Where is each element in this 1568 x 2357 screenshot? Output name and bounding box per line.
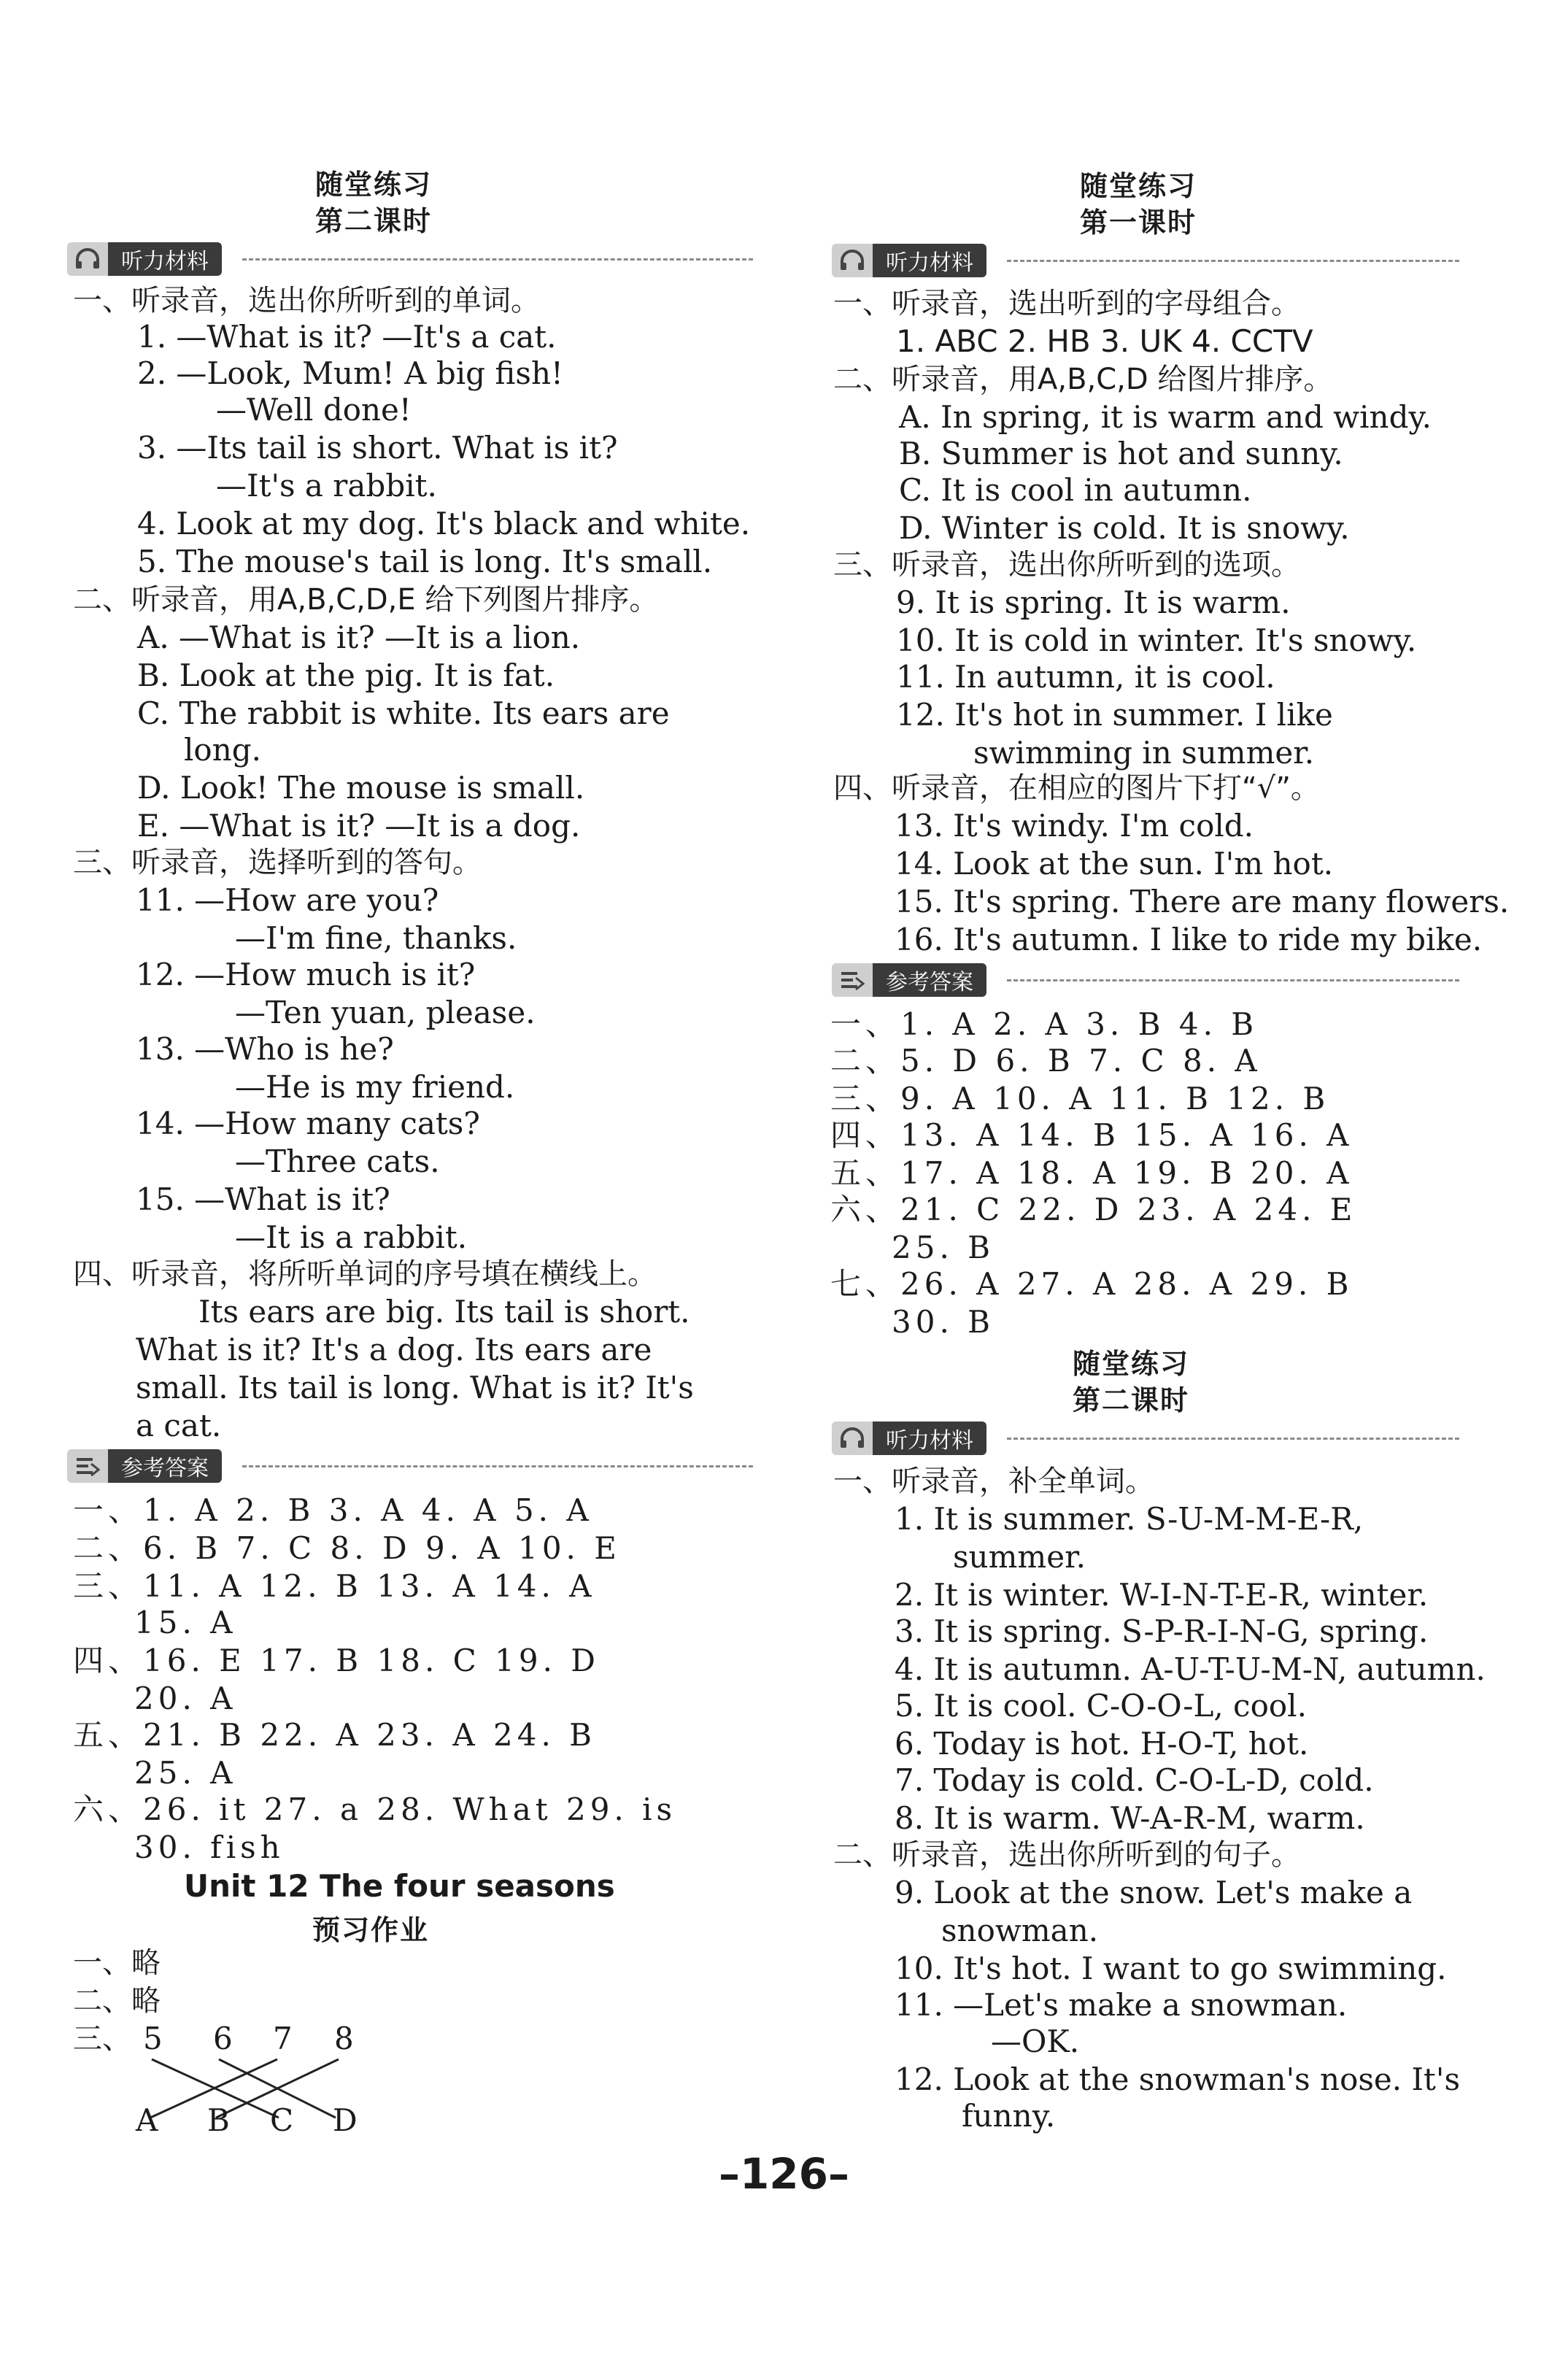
right-p2-line: —OK.: [991, 2024, 1080, 2059]
right-q3-head: 三、听录音，选出你所听到的选项。: [833, 548, 1300, 582]
right-answer-line: 30. B: [892, 1304, 995, 1340]
left-q2-line: D. Look! The mouse is small.: [137, 770, 585, 806]
left-answer-tag: [67, 1449, 222, 1483]
answer-list-icon: [832, 963, 873, 997]
right-q3-line: 9. It is spring. It is warm.: [896, 585, 1291, 620]
left-q3-line: —Ten yuan, please.: [235, 995, 536, 1030]
match-bottom-label: D: [333, 2102, 358, 2138]
left-q4-line: small. Its tail is long. What is it? It's: [136, 1370, 694, 1405]
left-q1-line: 2. —Look, Mum! A big fish!: [137, 355, 563, 391]
answer-tag-label: 参考答案: [108, 1449, 222, 1483]
right-listening-tag: [832, 244, 986, 277]
right-answer-line: 二、5. D 6. B 7. C 8. A: [830, 1043, 1262, 1079]
left-section-subtitle: 第二课时: [314, 205, 432, 237]
left-q2-line: B. Look at the pig. It is fat.: [137, 657, 555, 693]
right-q2-line: B. Summer is hot and sunny.: [899, 436, 1343, 471]
right-q4-line: 14. Look at the sun. I'm hot.: [895, 846, 1334, 882]
left-answer-line: 二、6. B 7. C 8. D 9. A 10. E: [73, 1530, 621, 1566]
right-section-subtitle-2: 第二课时: [1072, 1384, 1189, 1416]
right-section-subtitle: 第一课时: [1079, 207, 1197, 239]
preview-title: 预习作业: [312, 1914, 429, 1946]
headphones-icon: [67, 242, 108, 276]
left-q4-line: a cat.: [136, 1408, 222, 1443]
left-q2-head: 二、听录音，用A,B,C,D,E 给下列图片排序。: [73, 583, 659, 617]
left-answer-line: 一、1. A 2. B 3. A 4. A 5. A: [73, 1492, 593, 1528]
match-top-label: 7: [273, 2021, 293, 2056]
left-q1-head: 一、听录音，选出你所听到的单词。: [73, 284, 540, 317]
left-pre-line: 二、略: [73, 1984, 161, 2018]
left-q1-line: 4. Look at my dog. It's black and white.: [137, 506, 751, 541]
left-q1-line: —It's a rabbit.: [216, 468, 437, 504]
right-p1-line: 4. It is autumn. A-U-T-U-M-N, autumn.: [895, 1651, 1486, 1687]
right-p1-head: 一、听录音，补全单词。: [833, 1465, 1154, 1498]
match-bottom-label: B: [207, 2102, 230, 2138]
page-number: –126–: [718, 2149, 850, 2199]
left-q2-line: C. The rabbit is white. Its ears are: [137, 695, 670, 731]
right-p1-line: 1. It is summer. S-U-M-M-E-R,: [895, 1501, 1364, 1537]
headphones-icon: [832, 1421, 873, 1455]
left-answer-line: 25. A: [134, 1755, 237, 1791]
left-answer-line: 30. fish: [134, 1829, 285, 1865]
match-top-label: 5: [143, 2021, 163, 2056]
right-p2-line: 12. Look at the snowman's nose. It's: [895, 2061, 1461, 2097]
answer-tag-label: 参考答案: [873, 963, 986, 997]
left-answer-line: 20. A: [134, 1681, 237, 1716]
right-p1-line: 2. It is winter. W-I-N-T-E-R, winter.: [895, 1577, 1429, 1613]
left-answer-line: 六、26. it 27. a 28. What 29. is: [73, 1791, 677, 1827]
right-q4-line: 13. It's windy. I'm cold.: [895, 808, 1254, 844]
right-answer-line: 四、13. A 14. B 15. A 16. A: [830, 1117, 1353, 1153]
right-p1-line: 8. It is warm. W-A-R-M, warm.: [895, 1800, 1365, 1836]
right-section-title: 随堂练习: [1079, 170, 1197, 202]
left-q2-line: A. —What is it? —It is a lion.: [137, 620, 581, 655]
left-q3-line: —He is my friend.: [235, 1069, 515, 1105]
right-p2-line: 10. It's hot. I want to go swimming.: [895, 1951, 1447, 1986]
answer-list-icon: [67, 1449, 108, 1483]
right-q2-line: A. In spring, it is warm and windy.: [899, 399, 1432, 435]
match-top-label: 8: [334, 2021, 354, 2056]
right-answer-line: 七、26. A 27. A 28. A 29. B: [830, 1266, 1353, 1302]
left-q4-line: What is it? It's a dog. Its ears are: [136, 1332, 652, 1367]
right-answer-line: 六、21. C 22. D 23. A 24. E: [830, 1192, 1357, 1227]
left-listening-tag: [67, 242, 222, 276]
left-q3-line: —It is a rabbit.: [235, 1219, 468, 1255]
left-q1-line: —Well done!: [216, 392, 412, 428]
right-q4-head: 四、听录音，在相应的图片下打“√”。: [833, 771, 1320, 805]
right-q3-line: 12. It's hot in summer. I like: [896, 697, 1333, 733]
left-q1-line: 1. —What is it? —It's a cat.: [137, 319, 557, 355]
right-q3-line: 11. In autumn, it is cool.: [896, 659, 1275, 695]
right-listening-tag-2: [832, 1421, 986, 1455]
match-top-label: 6: [213, 2021, 233, 2056]
left-q3-line: —Three cats.: [235, 1143, 440, 1179]
listening-tag-label: 听力材料: [108, 242, 222, 276]
right-p1-line: 3. It is spring. S-P-R-I-N-G, spring.: [895, 1613, 1429, 1649]
right-q4-line: 15. It's spring. There are many flowers.: [895, 884, 1510, 919]
left-q3-line: 11. —How are you?: [136, 882, 439, 918]
left-q3-line: —I'm fine, thanks.: [235, 920, 517, 956]
matching-lines: [131, 2056, 365, 2122]
left-section-title: 随堂练习: [314, 169, 432, 201]
left-q3-line: 12. —How much is it?: [136, 957, 476, 992]
right-q4-line: 16. It's autumn. I like to ride my bike.: [895, 922, 1483, 957]
right-p2-line: funny.: [962, 2098, 1056, 2134]
right-answer-tag: [832, 963, 986, 997]
right-p1-line: summer.: [953, 1539, 1086, 1575]
right-q2-line: C. It is cool in autumn.: [899, 472, 1252, 508]
right-q2-head: 二、听录音，用A,B,C,D 给图片排序。: [833, 363, 1333, 396]
match-bottom-label: A: [136, 2102, 158, 2138]
right-answer-line: 一、1. A 2. A 3. B 4. B: [830, 1006, 1259, 1042]
left-q3-head: 三、听录音，选择听到的答句。: [73, 846, 482, 879]
left-pre-line: 一、略: [73, 1946, 161, 1980]
right-answer-line: 25. B: [892, 1230, 995, 1265]
right-q3-line: swimming in summer.: [973, 735, 1315, 771]
left-q2-line: E. —What is it? —It is a dog.: [137, 808, 581, 844]
left-q1-line: 5. The mouse's tail is long. It's small.: [137, 544, 713, 579]
right-p1-line: 6. Today is hot. H-O-T, hot.: [895, 1726, 1309, 1762]
match-bottom-label: C: [270, 2102, 294, 2138]
left-q4-head: 四、听录音，将所听单词的序号填在横线上。: [73, 1257, 657, 1291]
right-answer-line: 五、17. A 18. A 19. B 20. A: [830, 1155, 1353, 1191]
right-section-title-2: 随堂练习: [1072, 1348, 1189, 1380]
right-p1-line: 7. Today is cold. C-O-L-D, cold.: [895, 1762, 1374, 1798]
left-q3-line: 13. —Who is he?: [136, 1031, 394, 1067]
headphones-icon: [832, 244, 873, 277]
left-q3-line: 14. —How many cats?: [136, 1106, 480, 1141]
right-p2-line: snowman.: [941, 1913, 1099, 1948]
left-answer-line: 五、21. B 22. A 23. A 24. B: [73, 1717, 597, 1753]
left-answer-line: 15. A: [134, 1605, 237, 1640]
right-q1-head: 一、听录音，选出听到的字母组合。: [833, 287, 1300, 320]
right-p2-line: 9. Look at the snow. Let's make a: [895, 1875, 1413, 1910]
left-q3-line: 15. —What is it?: [136, 1181, 390, 1217]
right-q2-line: D. Winter is cold. It is snowy.: [899, 510, 1350, 546]
listening-tag-label: 听力材料: [873, 1421, 986, 1455]
right-p1-line: 5. It is cool. C-O-O-L, cool.: [895, 1688, 1307, 1724]
unit-title: Unit 12 The four seasons: [184, 1868, 615, 1904]
left-answer-line: 四、16. E 17. B 18. C 19. D: [73, 1643, 600, 1678]
right-p2-head: 二、听录音，选出你所听到的句子。: [833, 1838, 1300, 1872]
left-q2-line: long.: [184, 732, 262, 768]
left-pre-line: 三、: [73, 2022, 131, 2056]
left-q1-line: 3. —Its tail is short. What is it?: [137, 430, 618, 466]
listening-tag-label: 听力材料: [873, 244, 986, 277]
left-q4-line: Its ears are big. Its tail is short.: [198, 1294, 690, 1330]
right-p2-line: 11. —Let's make a snowman.: [895, 1987, 1348, 2023]
right-q3-line: 10. It is cold in winter. It's snowy.: [896, 622, 1417, 658]
right-q1-line: 1. ABC 2. HB 3. UK 4. CCTV: [896, 323, 1313, 359]
left-answer-line: 三、11. A 12. B 13. A 14. A: [73, 1568, 596, 1604]
right-answer-line: 三、9. A 10. A 11. B 12. B: [830, 1081, 1330, 1116]
